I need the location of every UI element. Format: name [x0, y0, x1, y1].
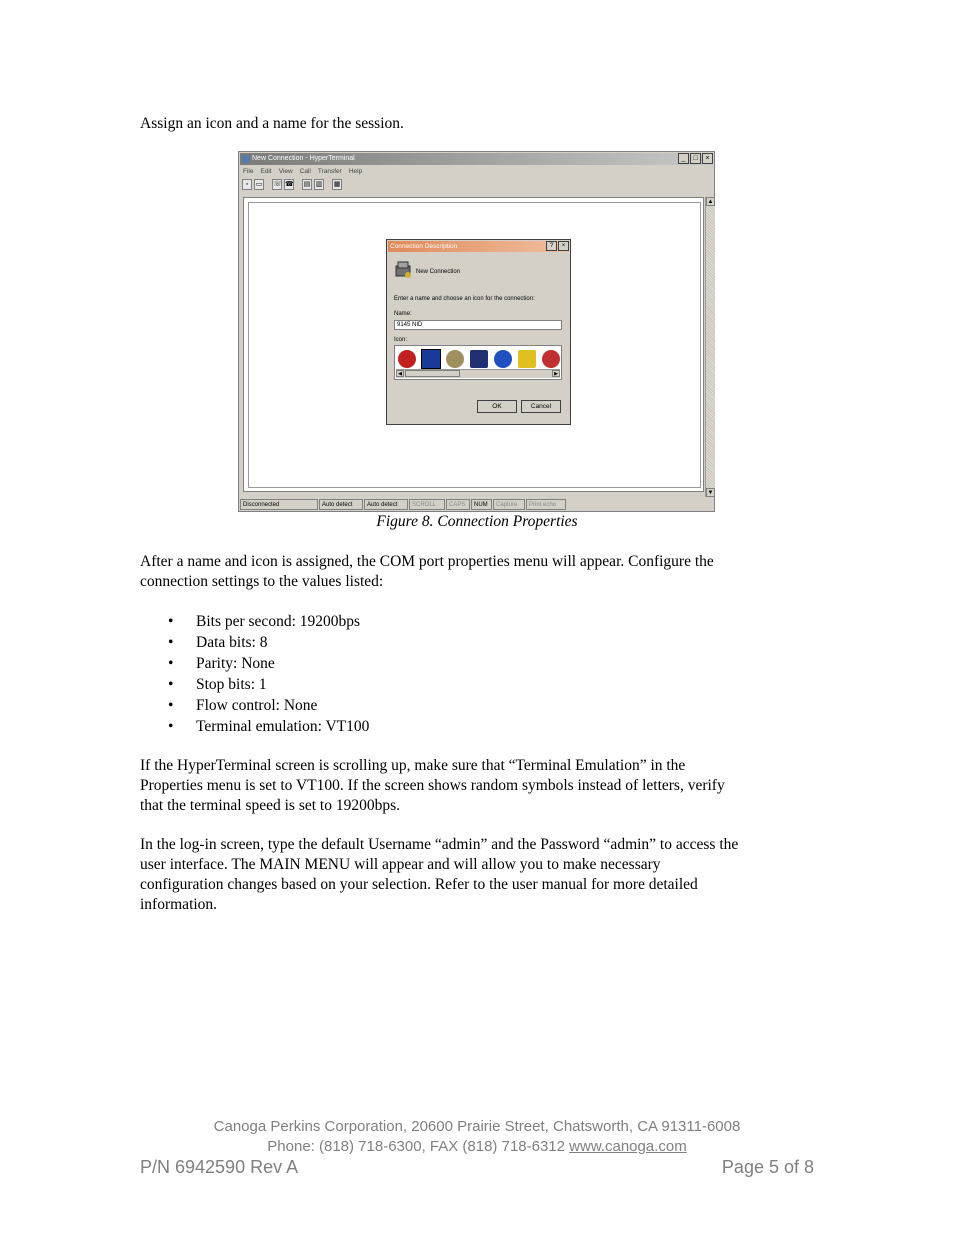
red-phone-icon[interactable] — [398, 350, 416, 368]
menu-call[interactable]: Call — [299, 168, 311, 175]
cancel-button[interactable]: Cancel — [521, 400, 561, 413]
connection-description-dialog — [386, 239, 571, 425]
list-item: • Bits per second: 19200bps — [168, 613, 361, 630]
list-item: • Parity: None — [168, 655, 275, 672]
scroll-up-icon[interactable]: ▲ — [707, 199, 714, 205]
menu-file[interactable]: File — [243, 168, 254, 175]
page-number: Page 5 of 8 — [721, 1157, 814, 1177]
icon-scrollbar[interactable] — [396, 369, 560, 378]
intro-text: Assign an icon and a name for the session. — [140, 115, 404, 132]
para2-line3: that the terminal speed is set to 19200bps. — [140, 797, 401, 814]
window-title: New Connection - HyperTerminal — [252, 155, 355, 162]
menu-bar — [243, 166, 362, 177]
new-file-icon[interactable]: ▫ — [242, 179, 252, 190]
connection-phone-icon — [394, 260, 414, 280]
website-link[interactable]: www.canoga.com — [569, 1138, 687, 1155]
status-auto-detect-1: Auto detect — [319, 499, 363, 510]
name-label: Name: — [394, 311, 412, 317]
modem-icon[interactable] — [446, 350, 464, 368]
status-capture: Capture — [493, 499, 525, 510]
footer-address: Canoga Perkins Corporation, 20600 Prairie Street, Chatsworth, CA 91311-6008 — [213, 1118, 741, 1135]
dialog-heading: New Connection — [416, 269, 461, 275]
figure-caption: Figure 8. Connection Properties — [376, 513, 578, 530]
receive-icon[interactable]: ▥ — [315, 181, 323, 188]
help-button[interactable]: ? — [546, 241, 557, 251]
send-icon[interactable]: ▤ — [303, 181, 311, 188]
para3-line3: configuration changes based on your selection. Refer to the user manual for more detailed — [140, 876, 698, 893]
status-auto-detect-2: Auto detect — [364, 499, 408, 510]
dialog-instruction: Enter a name and choose an icon for the connection: — [394, 296, 535, 302]
menu-edit[interactable]: Edit — [260, 168, 272, 175]
fax-icon[interactable] — [518, 350, 536, 368]
dialog-close-button[interactable]: × — [558, 241, 569, 251]
icon-list[interactable] — [394, 345, 562, 380]
hyperterminal-screenshot — [238, 151, 715, 512]
dialog-title: Connection Description — [388, 241, 569, 252]
status-bar — [240, 499, 713, 510]
minimize-button[interactable]: _ — [678, 153, 689, 164]
menu-view[interactable]: View — [278, 168, 293, 175]
toolbar — [242, 179, 342, 192]
para3-line4: information. — [140, 896, 218, 913]
vertical-scrollbar[interactable] — [705, 197, 715, 497]
scroll-left-icon[interactable]: ◀ — [396, 370, 404, 377]
list-item: • Flow control: None — [168, 697, 318, 714]
list-item: • Terminal emulation: VT100 — [168, 718, 370, 735]
para1-line2: connection settings to the values listed: — [140, 573, 384, 590]
menu-transfer[interactable]: Transfer — [317, 168, 342, 175]
part-number: P/N 6942590 Rev A — [140, 1157, 299, 1177]
ok-button[interactable]: OK — [477, 400, 517, 413]
globe-selected-icon[interactable] — [422, 350, 440, 368]
disconnect-icon[interactable]: ☎ — [285, 181, 294, 188]
status-connection: Disconnected — [240, 499, 318, 510]
maximize-button[interactable]: □ — [690, 153, 701, 164]
para1-line1: After a name and icon is assigned, the COM port properties menu will appear. Configure the — [140, 553, 714, 570]
settings-list — [140, 611, 369, 737]
open-folder-icon[interactable]: ▭ — [255, 181, 263, 188]
close-button[interactable]: × — [702, 153, 713, 164]
status-num: NUM — [471, 499, 492, 510]
menu-help[interactable]: Help — [348, 168, 363, 175]
para2-line1: If the HyperTerminal screen is scrolling up, make sure that “Terminal Emulation” in the — [140, 757, 686, 774]
status-print-echo: Print echo — [526, 499, 566, 510]
window-titlebar — [240, 153, 713, 165]
icon-label: Icon: — [394, 337, 408, 343]
properties-icon[interactable]: ▦ — [333, 181, 341, 188]
connect-icon[interactable]: ☏ — [273, 181, 282, 188]
world-icon[interactable] — [494, 350, 512, 368]
scroll-down-icon[interactable]: ▼ — [707, 490, 714, 496]
status-caps: CAPS — [446, 499, 470, 510]
heart-icon[interactable] — [542, 350, 560, 368]
para3-line2: user interface. The MAIN MENU will appear and will allow you to make necessary — [140, 856, 661, 873]
para3-line1: In the log-in screen, type the default Username “admin” and the Password “admin” to access the — [140, 836, 739, 853]
mci-icon[interactable] — [470, 350, 488, 368]
footer-phone: Phone: (818) 718-6300, FAX (818) 718-6312 www.canoga.com — [267, 1138, 687, 1155]
para2-line2: Properties menu is set to VT100. If the screen shows random symbols instead of letters, verify — [140, 777, 725, 794]
scroll-right-icon[interactable]: ▶ — [552, 370, 560, 377]
app-icon — [242, 155, 250, 163]
list-item: • Stop bits: 1 — [168, 676, 267, 693]
name-input[interactable]: 9145 NID — [394, 320, 562, 330]
status-scroll: SCROLL — [409, 499, 445, 510]
list-item: • Data bits: 8 — [168, 634, 268, 651]
